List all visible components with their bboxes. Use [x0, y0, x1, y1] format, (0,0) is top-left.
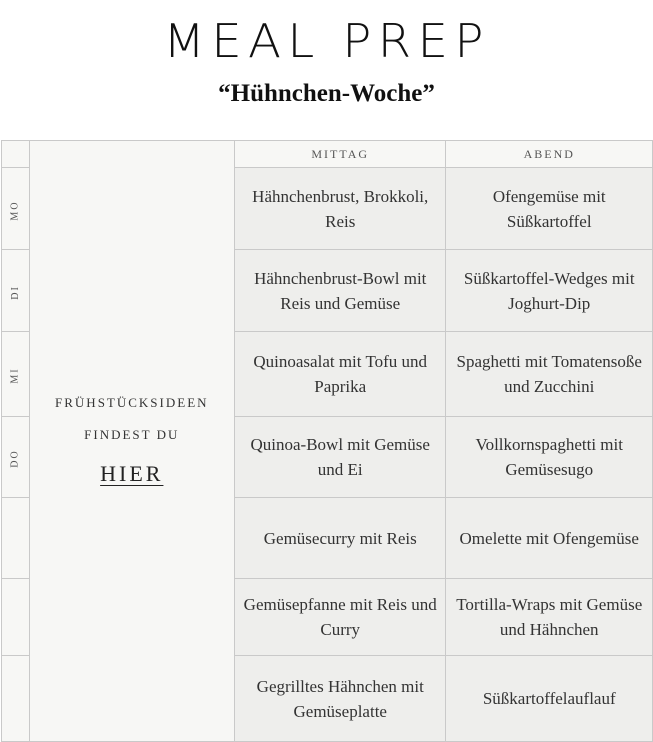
- table-header-row: [2, 141, 653, 168]
- sidebar-line-1: FRÜHSTÜCKSIDEEN: [55, 395, 209, 410]
- day-cell: [2, 417, 30, 498]
- lunch-cell: Gemüsecurry mit Reis: [235, 498, 446, 579]
- breakfast-sidebar: [29, 141, 234, 742]
- day-label: DO: [9, 449, 21, 468]
- lunch-cell: Quinoasalat mit Tofu und Paprika: [235, 332, 446, 417]
- day-cell: [2, 332, 30, 417]
- column-header-dinner: ABEND: [446, 141, 653, 168]
- dinner-cell: Ofengemüse mit Süßkartoffel: [446, 168, 653, 250]
- breakfast-ideas-link[interactable]: HIER: [100, 461, 164, 486]
- column-header-lunch: MITTAG: [235, 141, 446, 168]
- day-cell: [2, 250, 30, 332]
- day-cell: [2, 168, 30, 250]
- day-cell: [2, 579, 30, 656]
- day-label: MO: [9, 199, 21, 221]
- lunch-cell: Gemüsepfanne mit Reis und Curry: [235, 579, 446, 656]
- day-label: MI: [9, 367, 21, 384]
- meal-plan-table: [1, 140, 653, 742]
- dinner-cell: Süßkartoffel-Wedges mit Joghurt-Dip: [446, 250, 653, 332]
- dinner-cell: Vollkornspaghetti mit Gemüsesugo: [446, 417, 653, 498]
- page-subtitle: “Hühnchen-Woche”: [218, 80, 435, 107]
- day-cell: [2, 656, 30, 742]
- dinner-cell: Omelette mit Ofengemüse: [446, 498, 653, 579]
- corner-cell: [2, 141, 30, 168]
- page-title: MEAL PREP: [163, 14, 490, 68]
- day-label: DI: [9, 284, 21, 300]
- dinner-cell: Tortilla-Wraps mit Gemüse und Hähnchen: [446, 579, 653, 656]
- sidebar-line-2: FINDEST DU: [84, 427, 180, 442]
- lunch-cell: Gegrilltes Hähnchen mit Gemüseplatte: [235, 656, 446, 742]
- lunch-cell: Quinoa-Bowl mit Gemüse und Ei: [235, 417, 446, 498]
- day-cell: [2, 498, 30, 579]
- dinner-cell: Spaghetti mit Tomatensoße und Zucchini: [446, 332, 653, 417]
- dinner-cell: Süßkartoffelauflauf: [446, 656, 653, 742]
- lunch-cell: Hähnchenbrust-Bowl mit Reis und Gemüse: [235, 250, 446, 332]
- lunch-cell: Hähnchenbrust, Brokkoli, Reis: [235, 168, 446, 250]
